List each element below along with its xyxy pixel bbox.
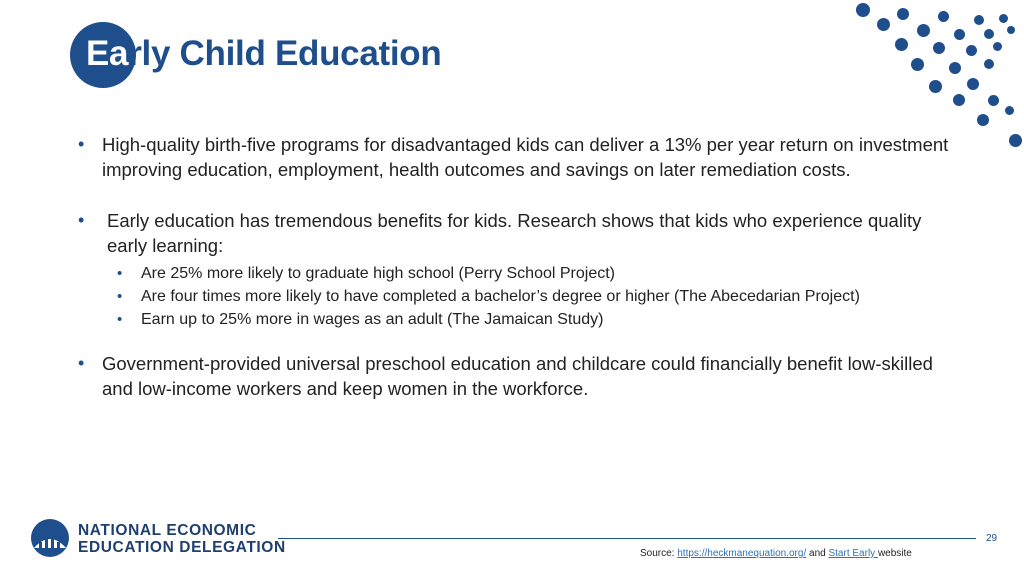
- decorative-dot: [1007, 26, 1015, 34]
- decorative-dot: [966, 45, 977, 56]
- sub-bullet-item-2: [107, 285, 958, 308]
- bullet-glyph: •: [117, 265, 123, 282]
- sub-bullet-item-3: [107, 308, 958, 331]
- decorative-dot: [984, 59, 994, 69]
- sub-bullet-text: Earn up to 25% more in wages as an adult (The Jamaican Study): [141, 311, 604, 328]
- organization-name-line1: NATIONAL ECONOMIC: [78, 522, 257, 539]
- slide-content: [78, 132, 958, 401]
- sub-bullet-item-1: [107, 262, 958, 285]
- decorative-dot: [954, 29, 965, 40]
- bullet-item-1: [78, 132, 958, 182]
- title-part-on-circle: Ea: [86, 34, 129, 73]
- decorative-dot: [911, 58, 924, 71]
- start-early-link[interactable]: Start Early: [828, 548, 878, 559]
- decorative-dot: [999, 14, 1008, 23]
- decorative-dot: [1009, 134, 1022, 147]
- page-title: [86, 30, 441, 78]
- decorative-dot: [984, 29, 994, 39]
- decorative-dot: [877, 18, 890, 31]
- decorative-dot: [993, 42, 1002, 51]
- bullet-text-1: High-quality birth-five programs for disadvantaged kids can deliver a 13% per year return on investment improving education, employment, health outcomes and savings on later remediation costs.: [102, 134, 949, 180]
- bullet-text-2: Early education has tremendous benefits for kids. Research shows that kids who experience quality early learning:: [107, 210, 922, 256]
- source-citation: [640, 548, 912, 559]
- title-part-rest: rly Child Education: [128, 34, 442, 73]
- heckman-link[interactable]: https://heckmanequation.org/: [677, 548, 807, 559]
- bullet-item-3: [78, 351, 958, 401]
- bullet-glyph: •: [78, 134, 85, 154]
- source-label: Source:: [640, 548, 678, 559]
- organization-name-line2: EDUCATION DELEGATION: [78, 539, 286, 556]
- decorative-dot: [967, 78, 979, 90]
- source-suffix: website: [877, 548, 912, 559]
- source-and: and: [806, 548, 829, 559]
- page-number: 29: [986, 533, 998, 544]
- bullet-glyph: •: [78, 210, 85, 230]
- decorative-dot: [856, 3, 870, 17]
- decorative-dot: [917, 24, 930, 37]
- decorative-dot: [988, 95, 999, 106]
- decorative-dot: [897, 8, 909, 20]
- decorative-dot: [949, 62, 961, 74]
- bullet-item-2: [78, 208, 958, 331]
- decorative-dot: [977, 114, 989, 126]
- need-logo-icon: [30, 518, 70, 558]
- decorative-dot: [929, 80, 942, 93]
- sub-bullet-list: [107, 262, 958, 331]
- bullet-glyph: •: [78, 353, 85, 373]
- footer-divider: [278, 538, 976, 539]
- decorative-dot: [1005, 106, 1014, 115]
- bullet-glyph: •: [117, 288, 123, 305]
- bullet-text-3: Government-provided universal preschool education and childcare could financially benefit low-skilled and low-income workers and keep women in the workforce.: [102, 353, 933, 399]
- decorative-dot: [974, 15, 984, 25]
- sub-bullet-text: Are four times more likely to have completed a bachelor’s degree or higher (The Abecedarian Project): [141, 288, 860, 305]
- bullet-glyph: •: [117, 311, 123, 328]
- decorative-dot: [938, 11, 949, 22]
- decorative-dot: [953, 94, 965, 106]
- organization-name: [78, 522, 286, 556]
- decorative-dot: [933, 42, 945, 54]
- sub-bullet-text: Are 25% more likely to graduate high school (Perry School Project): [141, 265, 615, 282]
- decorative-dot: [895, 38, 908, 51]
